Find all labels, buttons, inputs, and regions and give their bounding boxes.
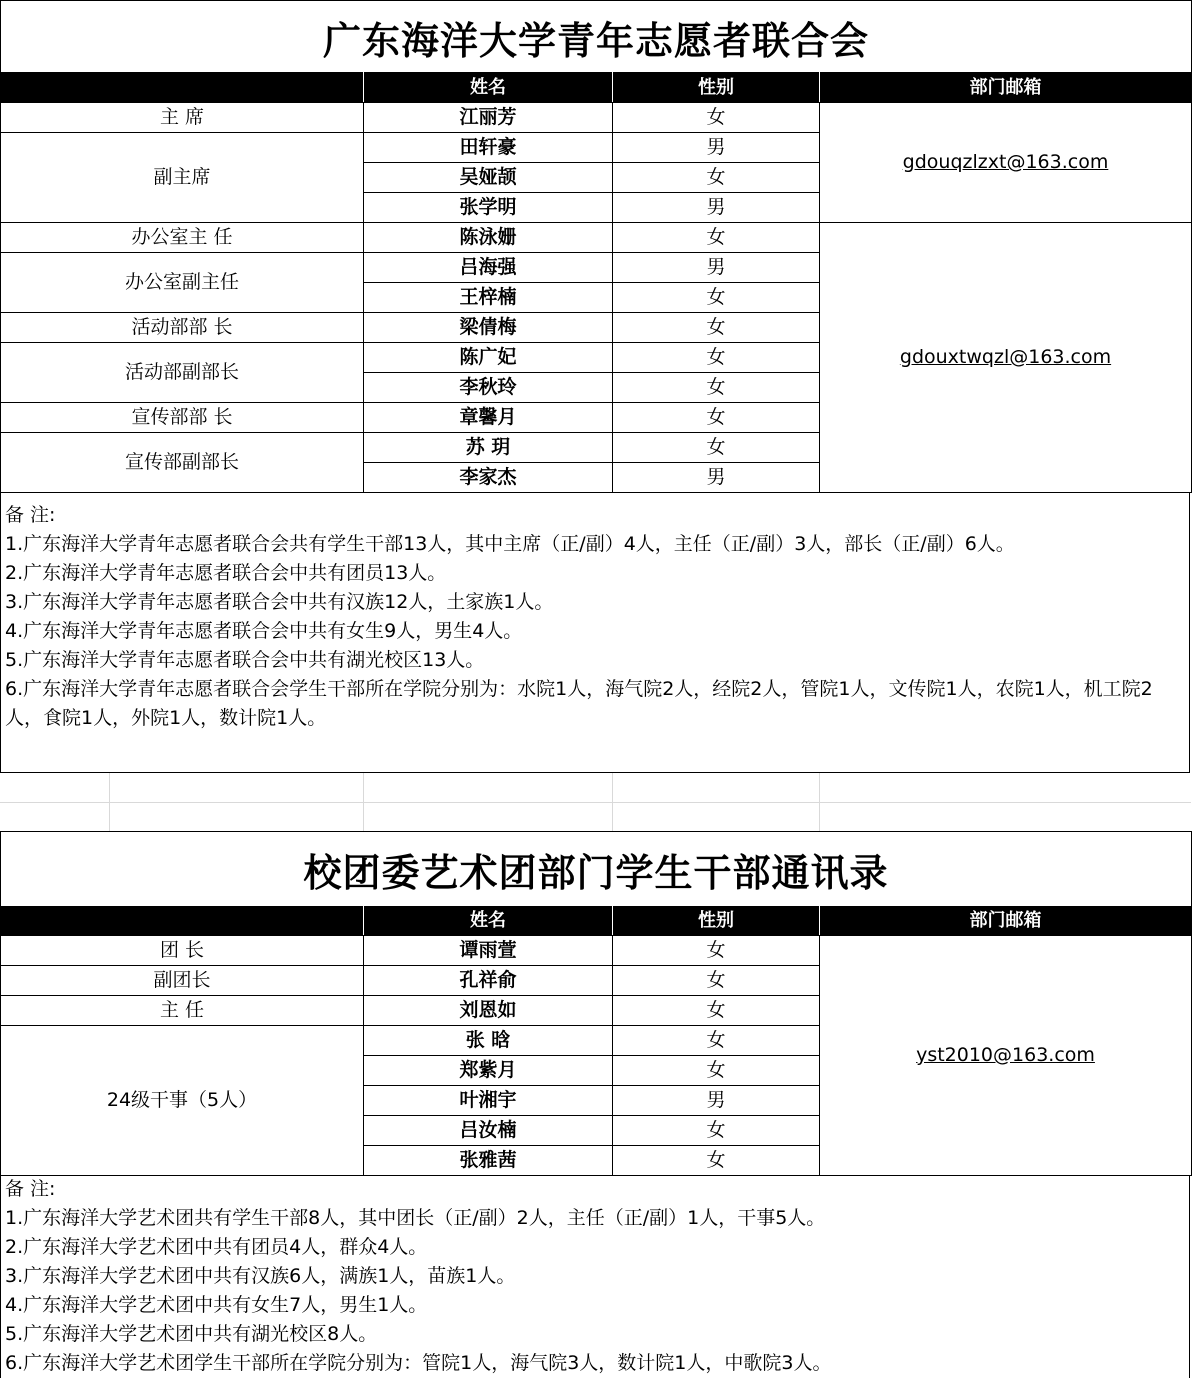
gender-cell: 女 bbox=[613, 1056, 820, 1086]
gender-cell: 女 bbox=[613, 1146, 820, 1176]
role-cell: 主 席 bbox=[1, 103, 364, 133]
header-role bbox=[1, 907, 364, 936]
name-cell: 吕汝楠 bbox=[364, 1116, 613, 1146]
name-cell: 叶湘宇 bbox=[364, 1086, 613, 1116]
name-cell: 江丽芳 bbox=[364, 103, 613, 133]
name-cell: 陈泳姗 bbox=[364, 223, 613, 253]
gender-cell: 男 bbox=[613, 133, 820, 163]
email-link[interactable]: yst2010@163.com bbox=[916, 1044, 1095, 1066]
gender-cell: 女 bbox=[613, 223, 820, 253]
header-email: 部门邮箱 bbox=[820, 73, 1192, 103]
notes-heading: 备 注: bbox=[5, 1178, 56, 1200]
name-cell: 李家杰 bbox=[364, 463, 613, 493]
note-line: 2.广东海洋大学青年志愿者联合会中共有团员13人。 bbox=[5, 562, 447, 584]
name-cell: 张学明 bbox=[364, 193, 613, 223]
gender-cell: 女 bbox=[613, 966, 820, 996]
note-line: 6.广东海洋大学青年志愿者联合会学生干部所在学院分别为：水院1人，海气院2人，经院2人，管院1人，文传院1人，农院1人，机工院2人，食院1人，外院1人，数计院1人。 bbox=[5, 678, 1153, 729]
name-cell: 郑紫月 bbox=[364, 1056, 613, 1086]
role-cell: 办公室副主任 bbox=[1, 253, 364, 313]
header-role bbox=[1, 73, 364, 103]
gender-cell: 女 bbox=[613, 1116, 820, 1146]
section2-notes bbox=[0, 1175, 1190, 1378]
section2-title: 校团委艺术团部门学生干部通讯录 bbox=[0, 831, 1192, 907]
gender-cell: 女 bbox=[613, 343, 820, 373]
name-cell: 张雅茜 bbox=[364, 1146, 613, 1176]
note-line: 4.广东海洋大学青年志愿者联合会中共有女生9人，男生4人。 bbox=[5, 620, 523, 642]
section1-table bbox=[0, 72, 1192, 493]
name-cell: 陈广妃 bbox=[364, 343, 613, 373]
name-cell: 孔祥俞 bbox=[364, 966, 613, 996]
email-cell[interactable] bbox=[820, 103, 1192, 223]
name-cell: 梁倩梅 bbox=[364, 313, 613, 343]
note-line: 6.广东海洋大学艺术团学生干部所在学院分别为：管院1人，海气院3人，数计院1人，中歌院3人。 bbox=[5, 1352, 832, 1374]
header-gender: 性别 bbox=[613, 73, 820, 103]
role-cell: 副团长 bbox=[1, 966, 364, 996]
gender-cell: 女 bbox=[613, 996, 820, 1026]
empty-grid-rows bbox=[0, 773, 1191, 831]
section1-notes bbox=[0, 493, 1190, 773]
section2-table bbox=[0, 906, 1192, 1176]
gender-cell: 男 bbox=[613, 463, 820, 493]
role-cell: 副主席 bbox=[1, 133, 364, 223]
role-cell: 主 任 bbox=[1, 996, 364, 1026]
gender-cell: 女 bbox=[613, 103, 820, 133]
table-row bbox=[1, 103, 1192, 133]
name-cell: 章馨月 bbox=[364, 403, 613, 433]
name-cell: 田轩豪 bbox=[364, 133, 613, 163]
gender-cell: 男 bbox=[613, 1086, 820, 1116]
note-line: 2.广东海洋大学艺术团中共有团员4人，群众4人。 bbox=[5, 1236, 428, 1258]
gender-cell: 女 bbox=[613, 1026, 820, 1056]
gender-cell: 女 bbox=[613, 283, 820, 313]
role-cell: 团 长 bbox=[1, 936, 364, 966]
role-cell: 24级干事（5人） bbox=[1, 1026, 364, 1176]
table-row bbox=[1, 936, 1192, 966]
notes-heading: 备 注: bbox=[5, 504, 56, 526]
name-cell: 刘恩如 bbox=[364, 996, 613, 1026]
role-cell: 办公室主 任 bbox=[1, 223, 364, 253]
name-cell: 吕海强 bbox=[364, 253, 613, 283]
note-line: 1.广东海洋大学艺术团共有学生干部8人，其中团长（正/副）2人，主任（正/副）1人，干事5人。 bbox=[5, 1207, 826, 1229]
note-line: 5.广东海洋大学青年志愿者联合会中共有湖光校区13人。 bbox=[5, 649, 485, 671]
gender-cell: 男 bbox=[613, 193, 820, 223]
gender-cell: 女 bbox=[613, 403, 820, 433]
name-cell: 吴娅颉 bbox=[364, 163, 613, 193]
table-row bbox=[1, 223, 1192, 253]
note-line: 3.广东海洋大学青年志愿者联合会中共有汉族12人，土家族1人。 bbox=[5, 591, 554, 613]
gender-cell: 女 bbox=[613, 163, 820, 193]
gender-cell: 女 bbox=[613, 433, 820, 463]
note-line: 5.广东海洋大学艺术团中共有湖光校区8人。 bbox=[5, 1323, 378, 1345]
email-link[interactable]: gdouqzlzxt@163.com bbox=[902, 151, 1109, 173]
email-cell[interactable] bbox=[820, 223, 1192, 493]
role-cell: 宣传部副部长 bbox=[1, 433, 364, 493]
email-cell[interactable] bbox=[820, 936, 1192, 1176]
table-header-row bbox=[1, 907, 1192, 936]
header-name: 姓名 bbox=[364, 73, 613, 103]
gender-cell: 女 bbox=[613, 373, 820, 403]
role-cell: 活动部副部长 bbox=[1, 343, 364, 403]
header-name: 姓名 bbox=[364, 907, 613, 936]
note-line: 1.广东海洋大学青年志愿者联合会共有学生干部13人，其中主席（正/副）4人，主任（正/副）3人，部长（正/副）6人。 bbox=[5, 533, 1015, 555]
email-link[interactable]: gdouxtwqzl@163.com bbox=[899, 346, 1112, 368]
name-cell: 李秋玲 bbox=[364, 373, 613, 403]
role-cell: 活动部部 长 bbox=[1, 313, 364, 343]
header-gender: 性别 bbox=[613, 907, 820, 936]
header-email: 部门邮箱 bbox=[820, 907, 1192, 936]
gender-cell: 女 bbox=[613, 936, 820, 966]
note-line: 3.广东海洋大学艺术团中共有汉族6人，满族1人，苗族1人。 bbox=[5, 1265, 516, 1287]
gender-cell: 男 bbox=[613, 253, 820, 283]
name-cell: 苏 玥 bbox=[364, 433, 613, 463]
role-cell: 宣传部部 长 bbox=[1, 403, 364, 433]
section1-title: 广东海洋大学青年志愿者联合会 bbox=[0, 0, 1192, 73]
gender-cell: 女 bbox=[613, 313, 820, 343]
table-header-row bbox=[1, 73, 1192, 103]
name-cell: 王梓楠 bbox=[364, 283, 613, 313]
note-line: 4.广东海洋大学艺术团中共有女生7人，男生1人。 bbox=[5, 1294, 428, 1316]
name-cell: 谭雨萱 bbox=[364, 936, 613, 966]
name-cell: 张 晗 bbox=[364, 1026, 613, 1056]
